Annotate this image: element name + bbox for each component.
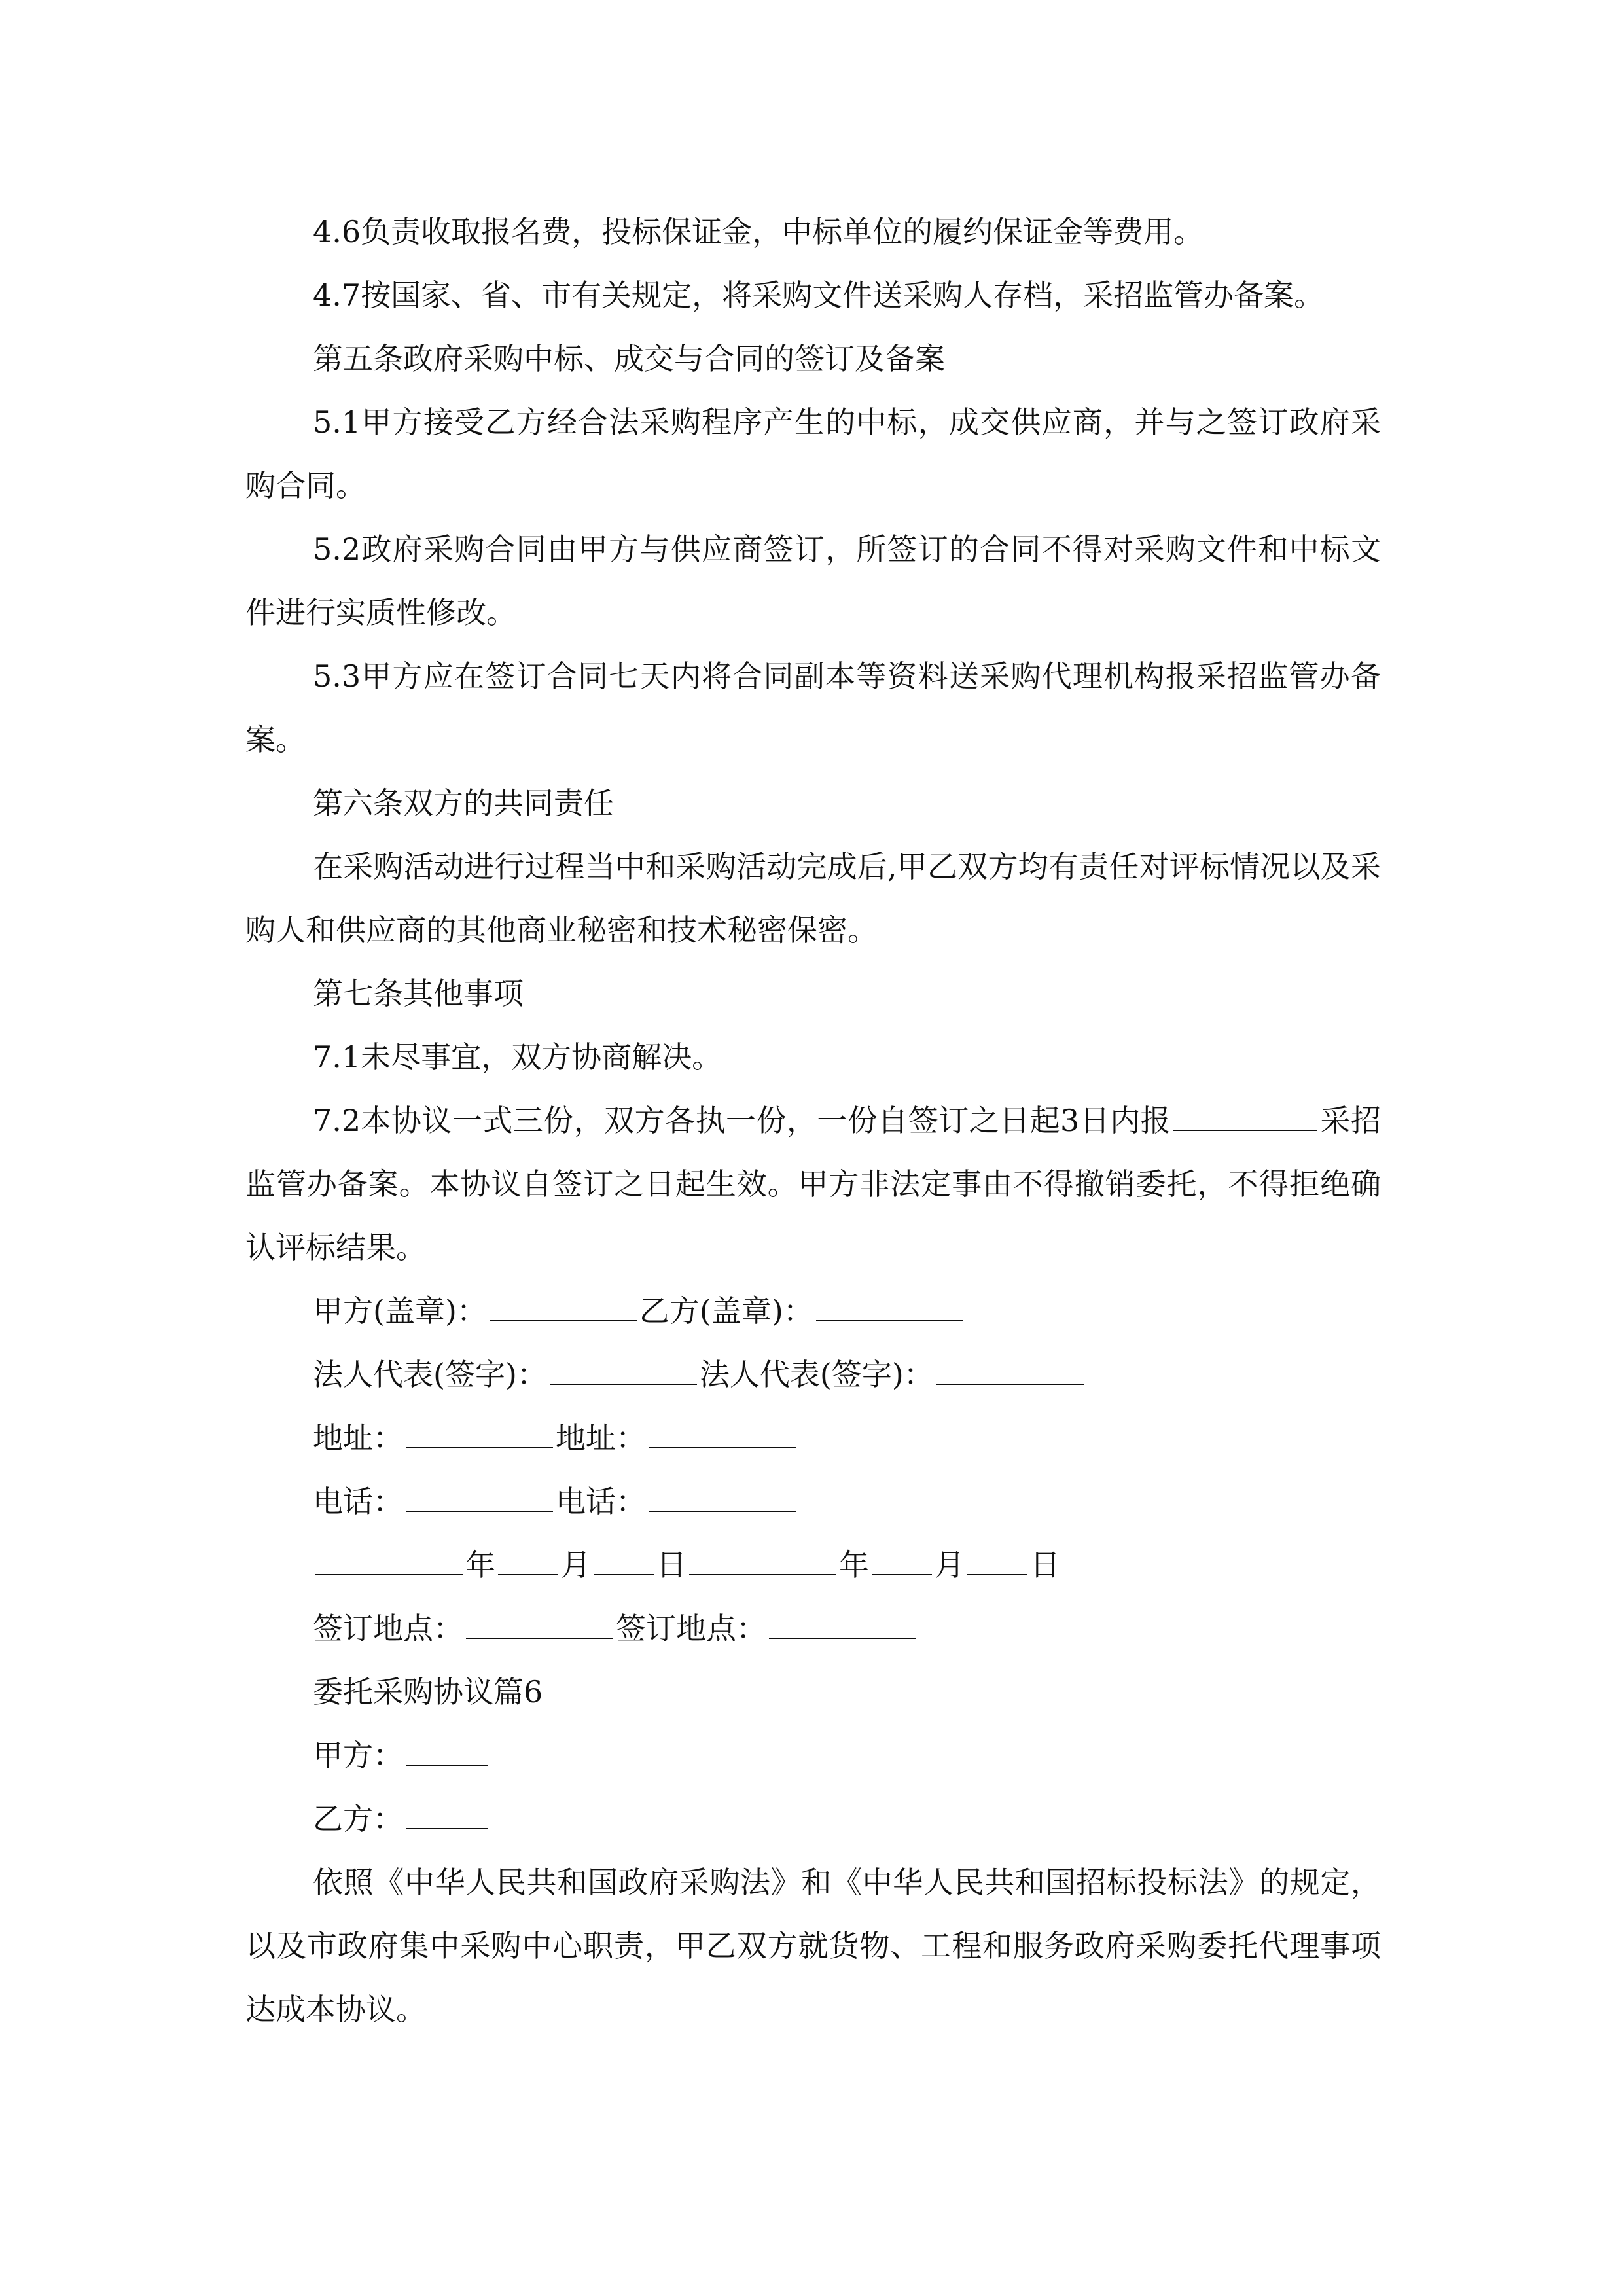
place-b-label: 签订地点： bbox=[616, 1611, 766, 1646]
section-6-intro: 依照《中华人民共和国政府采购法》和《中华人民共和国招标投标法》的规定，以及市政府集中采购中心职责，甲乙双方就货物、工程和服务政府采购委托代理事项达成本协议。 bbox=[245, 1865, 1381, 2027]
legal-rep-b-blank bbox=[936, 1354, 1084, 1385]
clause-4-7: 4.7按国家、省、市有关规定，将采购文件送采购人存档，采招监管办备案。 bbox=[313, 278, 1325, 313]
phone-b-blank bbox=[649, 1480, 796, 1512]
clause-7-2 bbox=[245, 1089, 1381, 1280]
clause-5-1: 5.1甲方接受乙方经合法采购程序产生的中标，成交供应商，并与之签订政府采购合同。 bbox=[245, 404, 1381, 503]
article-6-heading: 第六条双方的共同责任 bbox=[313, 785, 614, 821]
section-6-party-b-label: 乙方： bbox=[313, 1801, 403, 1837]
phone-a-label: 电话： bbox=[313, 1484, 403, 1519]
seal-line bbox=[245, 1280, 1381, 1343]
clause-5-3: 5.3甲方应在签订合同七天内将合同副本等资料送采购代理机构报采招监管办备案。 bbox=[245, 658, 1381, 757]
day-b-blank bbox=[967, 1544, 1027, 1575]
signing-place-line bbox=[245, 1597, 1381, 1660]
day-b-label: 日 bbox=[1030, 1547, 1060, 1583]
address-line bbox=[245, 1407, 1381, 1470]
article-5-heading: 第五条政府采购中标、成交与合同的签订及备案 bbox=[313, 341, 945, 376]
party-b-seal-label: 乙方(盖章)： bbox=[639, 1293, 813, 1329]
legal-rep-a-label: 法人代表(签字)： bbox=[313, 1357, 547, 1392]
phone-b-label: 电话： bbox=[556, 1484, 646, 1519]
party-a-seal-label: 甲方(盖章)： bbox=[313, 1293, 487, 1329]
year-a-label: 年 bbox=[465, 1547, 495, 1583]
place-b-blank bbox=[769, 1607, 916, 1639]
address-a-blank bbox=[406, 1417, 553, 1448]
month-a-blank bbox=[498, 1544, 558, 1575]
month-b-label: 月 bbox=[935, 1547, 965, 1583]
section-6-party-b-blank bbox=[406, 1798, 488, 1829]
report-to-blank bbox=[1173, 1100, 1317, 1131]
section-6-title: 委托采购协议篇6 bbox=[313, 1674, 543, 1710]
phone-a-blank bbox=[406, 1480, 553, 1512]
day-a-label: 日 bbox=[656, 1547, 687, 1583]
day-a-blank bbox=[594, 1544, 654, 1575]
place-a-label: 签订地点： bbox=[313, 1611, 463, 1646]
legal-rep-a-blank bbox=[550, 1354, 697, 1385]
clause-7-2-part1: 7.2本协议一式三份，双方各执一份，一份自签订之日起3日内报 bbox=[313, 1103, 1171, 1138]
date-line bbox=[245, 1534, 1381, 1597]
place-a-blank bbox=[466, 1607, 613, 1639]
year-a-blank bbox=[315, 1544, 463, 1575]
document-body bbox=[245, 200, 1381, 2041]
phone-line bbox=[245, 1470, 1381, 1534]
month-b-blank bbox=[872, 1544, 932, 1575]
address-b-blank bbox=[649, 1417, 796, 1448]
party-a-seal-blank bbox=[490, 1290, 637, 1321]
clause-7-2-part2: 采招监管办备案。本协议自签订之日起生效。甲方非法定事由不得撤销委托，不得拒绝确认评标结果。 bbox=[245, 1103, 1382, 1265]
party-b-seal-blank bbox=[816, 1290, 963, 1321]
clause-7-1: 7.1未尽事宜，双方协商解决。 bbox=[313, 1039, 722, 1075]
article-7-heading: 第七条其他事项 bbox=[313, 976, 524, 1011]
legal-rep-line bbox=[245, 1343, 1381, 1407]
clause-4-6: 4.6负责收取报名费，投标保证金，中标单位的履约保证金等费用。 bbox=[313, 214, 1204, 249]
year-b-label: 年 bbox=[839, 1547, 869, 1583]
article-6-body: 在采购活动进行过程当中和采购活动完成后,甲乙双方均有责任对评标情况以及采购人和供应商的其他商业秘密和技术秘密保密。 bbox=[245, 849, 1381, 948]
address-b-label: 地址： bbox=[556, 1420, 646, 1456]
section-6-party-a-label: 甲方： bbox=[313, 1738, 403, 1773]
year-b-blank bbox=[689, 1544, 836, 1575]
clause-5-2: 5.2政府采购合同由甲方与供应商签订，所签订的合同不得对采购文件和中标文件进行实质性修改。 bbox=[245, 531, 1381, 630]
month-a-label: 月 bbox=[561, 1547, 591, 1583]
section-6-party-b-line bbox=[245, 1787, 1381, 1851]
section-6-party-a-line bbox=[245, 1724, 1381, 1787]
section-6-party-a-blank bbox=[406, 1734, 488, 1766]
legal-rep-b-label: 法人代表(签字)： bbox=[699, 1357, 934, 1392]
address-a-label: 地址： bbox=[313, 1420, 403, 1456]
